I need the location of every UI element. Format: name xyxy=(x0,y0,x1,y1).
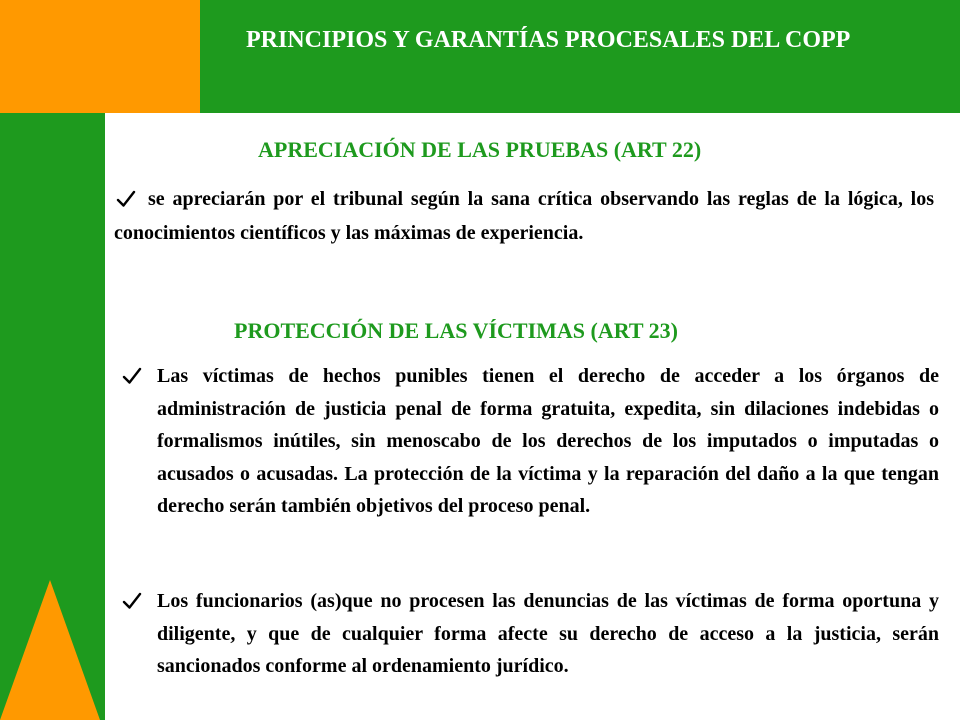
bullet-text-funcionarios: Los funcionarios (as)que no procesen las denuncias de las víctimas de forma oportuna y diligente, y que de cualquier forma afecte su derecho de acceso a la justicia, serán sancionados conforme al ordenamiento jurídico. xyxy=(157,590,939,677)
section-heading-victimas: PROTECCIÓN DE LAS VÍCTIMAS (ART 23) xyxy=(234,318,678,343)
slide-title: PRINCIPIOS Y GARANTÍAS PROCESALES DEL COPP xyxy=(246,27,851,53)
checkmark-icon xyxy=(122,591,142,611)
section-heading-pruebas: APRECIACIÓN DE LAS PRUEBAS (ART 22) xyxy=(258,137,702,162)
checkmark-icon xyxy=(122,366,142,386)
bullet-text-victimas-derecho: Las víctimas de hechos punibles tienen el derecho de acceder a los órganos de administración de justicia penal de forma gratuita, expedita, sin dilaciones indebidas o formalismos inútiles, sin menoscabo de los derechos de los imputados o imputadas o acusados o acusadas. La protección de la víctima y la reparación del daño a la que tengan derecho serán también objetivos del proceso penal. xyxy=(157,365,939,517)
orange-triangle-decoration xyxy=(0,580,100,720)
bullet-text-pruebas: se apreciarán por el tribunal según la sana crítica observando las reglas de la lógica, los conocimientos científicos y las máximas de experiencia. xyxy=(114,188,934,244)
orange-corner-block xyxy=(0,0,200,113)
title-bar xyxy=(200,0,960,113)
